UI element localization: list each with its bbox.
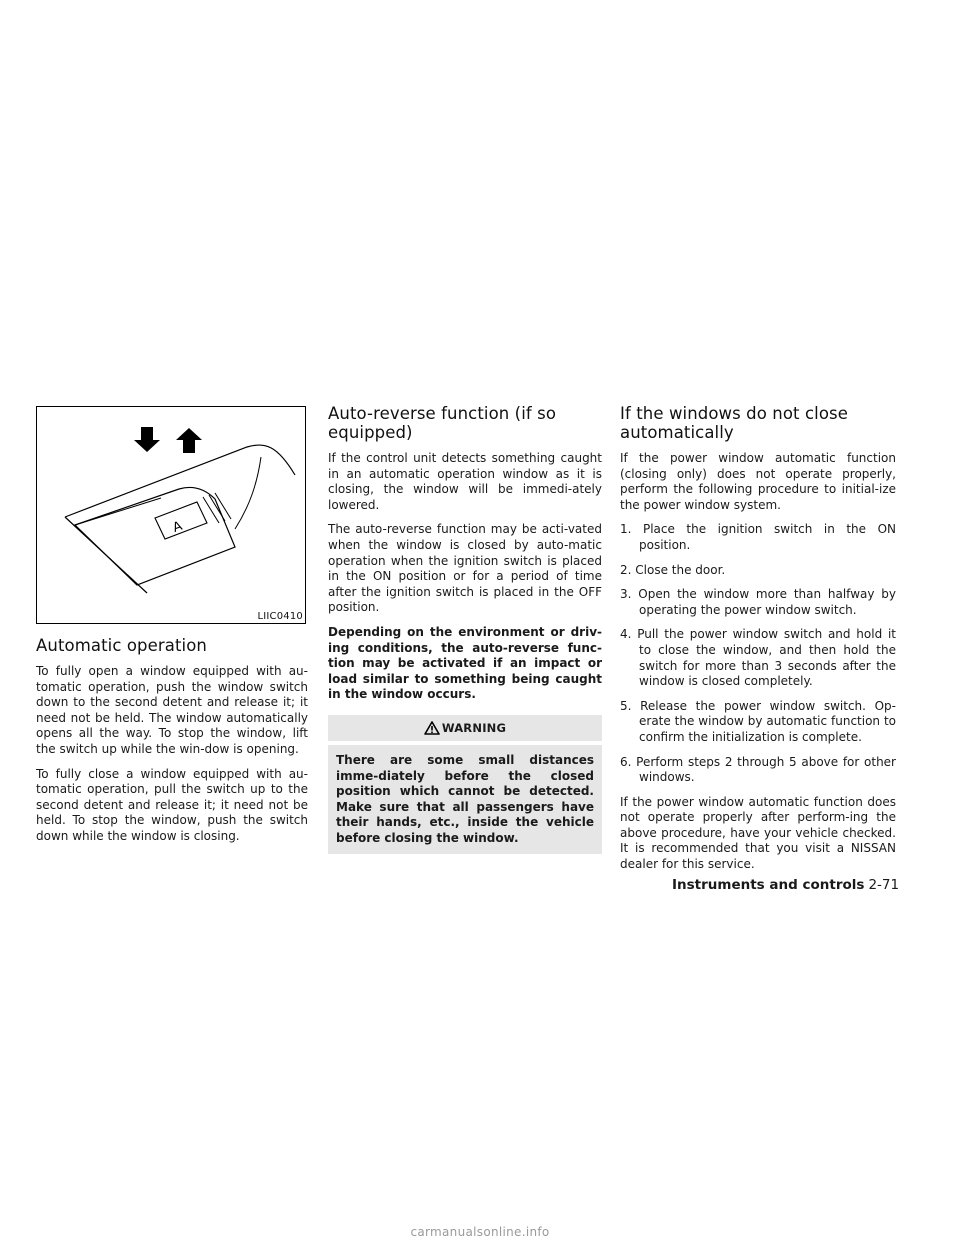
paragraph: The auto-reverse function may be acti-vated when the window is closed by auto-matic operation when the ignition switch is placed in the ON position or for a period of time after the ignition switch is placed in the OFF position.	[328, 522, 602, 615]
figure-code: LIIC0410	[257, 611, 303, 622]
paragraph: If the control unit detects something caught in an automatic operation window as it is closing, the window will be immedi-ately lowered.	[328, 451, 602, 512]
bold-paragraph: Depending on the environment or driv-ing conditions, the auto-reverse func-tion may be activated if an impact or load similar to something being caught in the window occurs.	[328, 624, 602, 702]
page-footer	[672, 877, 900, 893]
paragraph: If the power window automatic function does not operate properly after perform-ing the above procedure, have your vehicle checked. It is recommended that you visit a NISSAN dealer for this service.	[620, 794, 896, 872]
heading-automatic-operation: Automatic operation	[36, 636, 207, 655]
column-automatic-operation	[36, 636, 308, 854]
warning-header	[328, 715, 602, 741]
window-switch-illustration	[36, 406, 306, 624]
arrow-down-icon	[134, 427, 160, 452]
watermark: carmanualsonline.info	[410, 1225, 550, 1239]
list-item: 2. Close the door.	[620, 562, 726, 577]
column-auto-reverse	[328, 404, 602, 854]
paragraph: To fully open a window equipped with au-tomatic operation, push the window switch down to the second detent and release it; it need not be held. The window automatically opens all the way. To stop the window, lift the switch up while the win-dow is opening.	[36, 664, 308, 756]
steps-list	[620, 522, 896, 785]
heading-windows-not-close: If the windows do not close automatically	[620, 404, 848, 442]
arrow-up-icon	[176, 428, 202, 453]
warning-icon	[424, 721, 440, 735]
paragraph: If the power window automatic function (closing only) does not operate properly, perform the following procedure to initial-ize the power window system.	[620, 451, 896, 512]
page-number: 2-71	[868, 877, 900, 893]
list-item: 5. Release the power window switch. Op-erate the window by automatic function to confirm the initialization is complete.	[620, 698, 896, 744]
list-item: 3. Open the window more than halfway by operating the power window switch.	[620, 587, 896, 617]
column-windows-not-close	[620, 404, 896, 882]
list-item: 6. Perform steps 2 through 5 above for other windows.	[620, 754, 896, 785]
heading-auto-reverse: Auto-reverse function (if so equipped)	[328, 404, 557, 442]
switch-letter: A	[170, 518, 185, 536]
warning-label: WARNING	[441, 720, 507, 735]
list-item: 1. Place the ignition switch in the ON position.	[620, 522, 896, 552]
paragraph: To fully close a window equipped with au-tomatic operation, pull the switch up to the second detent and release it; it need not be held. To stop the window, push the switch down while the window is closing.	[36, 766, 308, 843]
window-switch-drawing	[37, 407, 305, 623]
list-item: 4. Pull the power window switch and hold it to close the window, and then hold the switch for more than 3 seconds after the window is closed completely.	[620, 627, 896, 689]
footer-section-title: Instruments and controls	[672, 877, 865, 893]
warning-text: There are some small distances imme-diately before the closed position which cannot be detected. Make sure that all passengers have their hands, etc., inside the vehicle before closing the window.	[328, 745, 602, 855]
